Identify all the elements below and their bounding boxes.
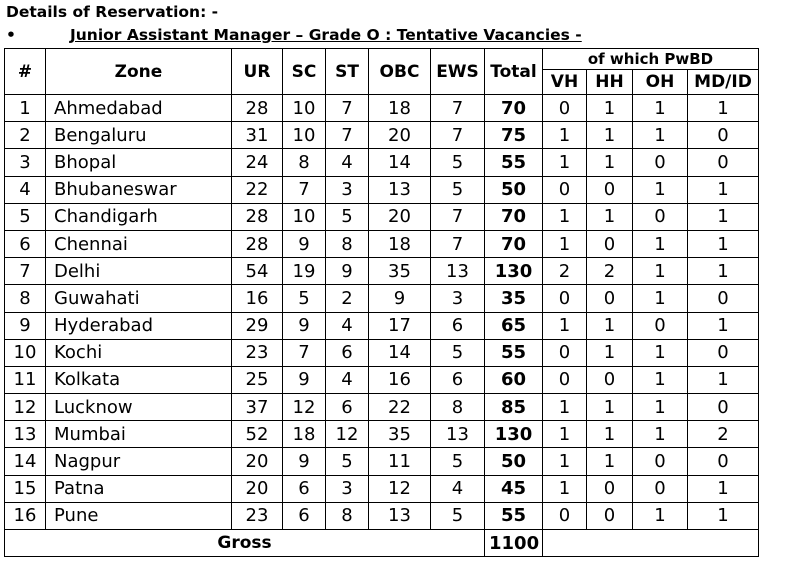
row-mdid: 1: [688, 312, 759, 339]
row-vh: 1: [543, 203, 587, 230]
row-ews: 6: [431, 366, 485, 393]
row-mdid: 1: [688, 502, 759, 529]
row-total: 70: [485, 230, 543, 257]
row-ews: 7: [431, 230, 485, 257]
row-total: 85: [485, 394, 543, 421]
post-subheading: [6, 26, 582, 44]
row-ews: 5: [431, 149, 485, 176]
row-obc: 35: [369, 421, 431, 448]
table-row: [5, 285, 759, 312]
row-oh: 0: [633, 203, 688, 230]
row-oh: 1: [633, 339, 688, 366]
row-oh: 1: [633, 230, 688, 257]
table-body: [5, 95, 759, 557]
row-num: 16: [5, 502, 46, 529]
table-row: [5, 421, 759, 448]
row-num: 12: [5, 394, 46, 421]
row-zone: Patna: [46, 475, 232, 502]
table-row: [5, 312, 759, 339]
row-ur: 28: [232, 230, 283, 257]
row-st: 4: [326, 366, 369, 393]
row-sc: 12: [283, 394, 326, 421]
row-ur: 23: [232, 339, 283, 366]
row-total: 50: [485, 448, 543, 475]
row-ur: 20: [232, 448, 283, 475]
table-row: [5, 95, 759, 122]
row-mdid: 0: [688, 394, 759, 421]
row-hh: 0: [587, 366, 633, 393]
row-st: 7: [326, 122, 369, 149]
row-ur: 23: [232, 502, 283, 529]
row-ur: 31: [232, 122, 283, 149]
bullet-icon: •: [6, 26, 16, 44]
row-vh: 0: [543, 339, 587, 366]
row-total: 35: [485, 285, 543, 312]
row-zone: Pune: [46, 502, 232, 529]
row-num: 8: [5, 285, 46, 312]
row-vh: 1: [543, 421, 587, 448]
row-sc: 10: [283, 122, 326, 149]
row-ews: 13: [431, 421, 485, 448]
row-sc: 8: [283, 149, 326, 176]
row-oh: 1: [633, 366, 688, 393]
row-oh: 1: [633, 421, 688, 448]
row-obc: 22: [369, 394, 431, 421]
col-header-mdid: MD/ID: [688, 70, 759, 95]
row-mdid: 1: [688, 230, 759, 257]
row-total: 70: [485, 95, 543, 122]
row-total: 75: [485, 122, 543, 149]
row-zone: Bhopal: [46, 149, 232, 176]
row-hh: 1: [587, 122, 633, 149]
row-total: 130: [485, 258, 543, 285]
row-ews: 5: [431, 176, 485, 203]
table-row: [5, 203, 759, 230]
row-obc: 13: [369, 502, 431, 529]
row-oh: 1: [633, 258, 688, 285]
row-hh: 1: [587, 149, 633, 176]
row-zone: Chandigarh: [46, 203, 232, 230]
row-zone: Kolkata: [46, 366, 232, 393]
row-mdid: 1: [688, 203, 759, 230]
row-hh: 1: [587, 394, 633, 421]
row-obc: 11: [369, 448, 431, 475]
row-mdid: 1: [688, 176, 759, 203]
row-st: 6: [326, 339, 369, 366]
row-obc: 14: [369, 149, 431, 176]
row-hh: 1: [587, 203, 633, 230]
col-header-hh: HH: [587, 70, 633, 95]
row-num: 7: [5, 258, 46, 285]
row-st: 3: [326, 176, 369, 203]
row-mdid: 2: [688, 421, 759, 448]
row-mdid: 0: [688, 448, 759, 475]
row-hh: 1: [587, 95, 633, 122]
row-num: 13: [5, 421, 46, 448]
row-st: 4: [326, 149, 369, 176]
row-oh: 1: [633, 122, 688, 149]
row-hh: 1: [587, 312, 633, 339]
row-hh: 0: [587, 502, 633, 529]
row-obc: 20: [369, 122, 431, 149]
row-total: 55: [485, 149, 543, 176]
table-row: [5, 122, 759, 149]
row-oh: 0: [633, 448, 688, 475]
row-obc: 20: [369, 203, 431, 230]
row-zone: Kochi: [46, 339, 232, 366]
row-vh: 1: [543, 122, 587, 149]
row-num: 11: [5, 366, 46, 393]
row-hh: 1: [587, 339, 633, 366]
row-hh: 0: [587, 176, 633, 203]
row-st: 8: [326, 502, 369, 529]
row-sc: 7: [283, 176, 326, 203]
row-vh: 0: [543, 285, 587, 312]
row-sc: 10: [283, 203, 326, 230]
row-vh: 1: [543, 475, 587, 502]
row-sc: 10: [283, 95, 326, 122]
col-header-zone: Zone: [46, 49, 232, 95]
row-ews: 6: [431, 312, 485, 339]
row-ews: 7: [431, 122, 485, 149]
row-vh: 1: [543, 448, 587, 475]
row-ews: 3: [431, 285, 485, 312]
row-mdid: 1: [688, 95, 759, 122]
table-row: [5, 502, 759, 529]
row-mdid: 0: [688, 285, 759, 312]
gross-total: 1100: [485, 530, 543, 557]
row-st: 5: [326, 203, 369, 230]
row-ews: 13: [431, 258, 485, 285]
row-total: 60: [485, 366, 543, 393]
row-ur: 29: [232, 312, 283, 339]
row-vh: 0: [543, 176, 587, 203]
row-ur: 52: [232, 421, 283, 448]
row-hh: 0: [587, 230, 633, 257]
row-total: 55: [485, 502, 543, 529]
row-ur: 28: [232, 95, 283, 122]
row-obc: 16: [369, 366, 431, 393]
row-st: 8: [326, 230, 369, 257]
row-zone: Chennai: [46, 230, 232, 257]
row-zone: Mumbai: [46, 421, 232, 448]
row-mdid: 0: [688, 149, 759, 176]
row-st: 3: [326, 475, 369, 502]
row-st: 2: [326, 285, 369, 312]
row-num: 10: [5, 339, 46, 366]
gross-empty-cell: [543, 530, 759, 557]
row-total: 45: [485, 475, 543, 502]
table-row: [5, 176, 759, 203]
row-num: 2: [5, 122, 46, 149]
row-vh: 1: [543, 312, 587, 339]
row-sc: 9: [283, 230, 326, 257]
row-zone: Bhubaneswar: [46, 176, 232, 203]
row-ews: 5: [431, 339, 485, 366]
col-header-st: ST: [326, 49, 369, 95]
col-header-ews: EWS: [431, 49, 485, 95]
row-ur: 22: [232, 176, 283, 203]
row-num: 3: [5, 149, 46, 176]
row-mdid: 1: [688, 258, 759, 285]
row-sc: 9: [283, 448, 326, 475]
row-zone: Guwahati: [46, 285, 232, 312]
row-ews: 4: [431, 475, 485, 502]
row-zone: Delhi: [46, 258, 232, 285]
row-st: 9: [326, 258, 369, 285]
table-row: [5, 475, 759, 502]
row-oh: 1: [633, 502, 688, 529]
row-sc: 7: [283, 339, 326, 366]
row-sc: 19: [283, 258, 326, 285]
row-obc: 14: [369, 339, 431, 366]
row-oh: 0: [633, 312, 688, 339]
row-obc: 18: [369, 230, 431, 257]
gross-row: [5, 530, 759, 557]
row-num: 14: [5, 448, 46, 475]
row-ews: 8: [431, 394, 485, 421]
row-sc: 18: [283, 421, 326, 448]
vacancy-table: [4, 48, 759, 557]
row-sc: 6: [283, 475, 326, 502]
row-ur: 20: [232, 475, 283, 502]
row-ews: 5: [431, 502, 485, 529]
row-ur: 24: [232, 149, 283, 176]
row-total: 65: [485, 312, 543, 339]
col-header-ur: UR: [232, 49, 283, 95]
row-zone: Lucknow: [46, 394, 232, 421]
row-oh: 1: [633, 95, 688, 122]
row-obc: 35: [369, 258, 431, 285]
row-num: 6: [5, 230, 46, 257]
row-sc: 5: [283, 285, 326, 312]
row-zone: Nagpur: [46, 448, 232, 475]
row-st: 5: [326, 448, 369, 475]
row-sc: 6: [283, 502, 326, 529]
table-row: [5, 258, 759, 285]
row-mdid: 0: [688, 339, 759, 366]
row-total: 130: [485, 421, 543, 448]
row-total: 55: [485, 339, 543, 366]
row-st: 4: [326, 312, 369, 339]
row-num: 4: [5, 176, 46, 203]
gross-label: Gross: [5, 530, 485, 557]
row-vh: 1: [543, 149, 587, 176]
row-num: 1: [5, 95, 46, 122]
row-zone: Bengaluru: [46, 122, 232, 149]
row-ur: 16: [232, 285, 283, 312]
row-hh: 1: [587, 421, 633, 448]
col-header-total: Total: [485, 49, 543, 95]
table-header-row: [5, 49, 759, 70]
col-header-obc: OBC: [369, 49, 431, 95]
row-st: 6: [326, 394, 369, 421]
row-obc: 9: [369, 285, 431, 312]
table-row: [5, 448, 759, 475]
row-oh: 1: [633, 176, 688, 203]
row-hh: 0: [587, 475, 633, 502]
row-sc: 9: [283, 312, 326, 339]
row-vh: 0: [543, 95, 587, 122]
row-vh: 2: [543, 258, 587, 285]
row-ews: 7: [431, 95, 485, 122]
row-vh: 0: [543, 366, 587, 393]
row-oh: 1: [633, 394, 688, 421]
col-header-pwbd: of which PwBD: [543, 49, 759, 70]
row-mdid: 0: [688, 122, 759, 149]
row-num: 9: [5, 312, 46, 339]
col-header-vh: VH: [543, 70, 587, 95]
row-oh: 0: [633, 149, 688, 176]
row-st: 7: [326, 95, 369, 122]
row-oh: 1: [633, 285, 688, 312]
row-hh: 0: [587, 285, 633, 312]
table-row: [5, 149, 759, 176]
row-ews: 7: [431, 203, 485, 230]
col-header-num: #: [5, 49, 46, 95]
row-ur: 54: [232, 258, 283, 285]
subheading-text: Junior Assistant Manager – Grade O : Tentative Vacancies -: [70, 26, 582, 44]
row-vh: 1: [543, 230, 587, 257]
row-hh: 1: [587, 448, 633, 475]
row-num: 5: [5, 203, 46, 230]
col-header-sc: SC: [283, 49, 326, 95]
row-obc: 17: [369, 312, 431, 339]
row-mdid: 1: [688, 366, 759, 393]
row-zone: Ahmedabad: [46, 95, 232, 122]
table-row: [5, 394, 759, 421]
row-hh: 2: [587, 258, 633, 285]
row-ur: 37: [232, 394, 283, 421]
table-row: [5, 366, 759, 393]
row-mdid: 1: [688, 475, 759, 502]
row-num: 15: [5, 475, 46, 502]
row-sc: 9: [283, 366, 326, 393]
row-total: 70: [485, 203, 543, 230]
row-zone: Hyderabad: [46, 312, 232, 339]
col-header-oh: OH: [633, 70, 688, 95]
page-heading: Details of Reservation: -: [6, 3, 219, 21]
table-row: [5, 339, 759, 366]
table-row: [5, 230, 759, 257]
row-obc: 13: [369, 176, 431, 203]
row-vh: 0: [543, 502, 587, 529]
row-ur: 25: [232, 366, 283, 393]
row-ews: 5: [431, 448, 485, 475]
row-obc: 18: [369, 95, 431, 122]
row-vh: 1: [543, 394, 587, 421]
row-ur: 28: [232, 203, 283, 230]
row-obc: 12: [369, 475, 431, 502]
row-st: 12: [326, 421, 369, 448]
row-total: 50: [485, 176, 543, 203]
row-oh: 0: [633, 475, 688, 502]
